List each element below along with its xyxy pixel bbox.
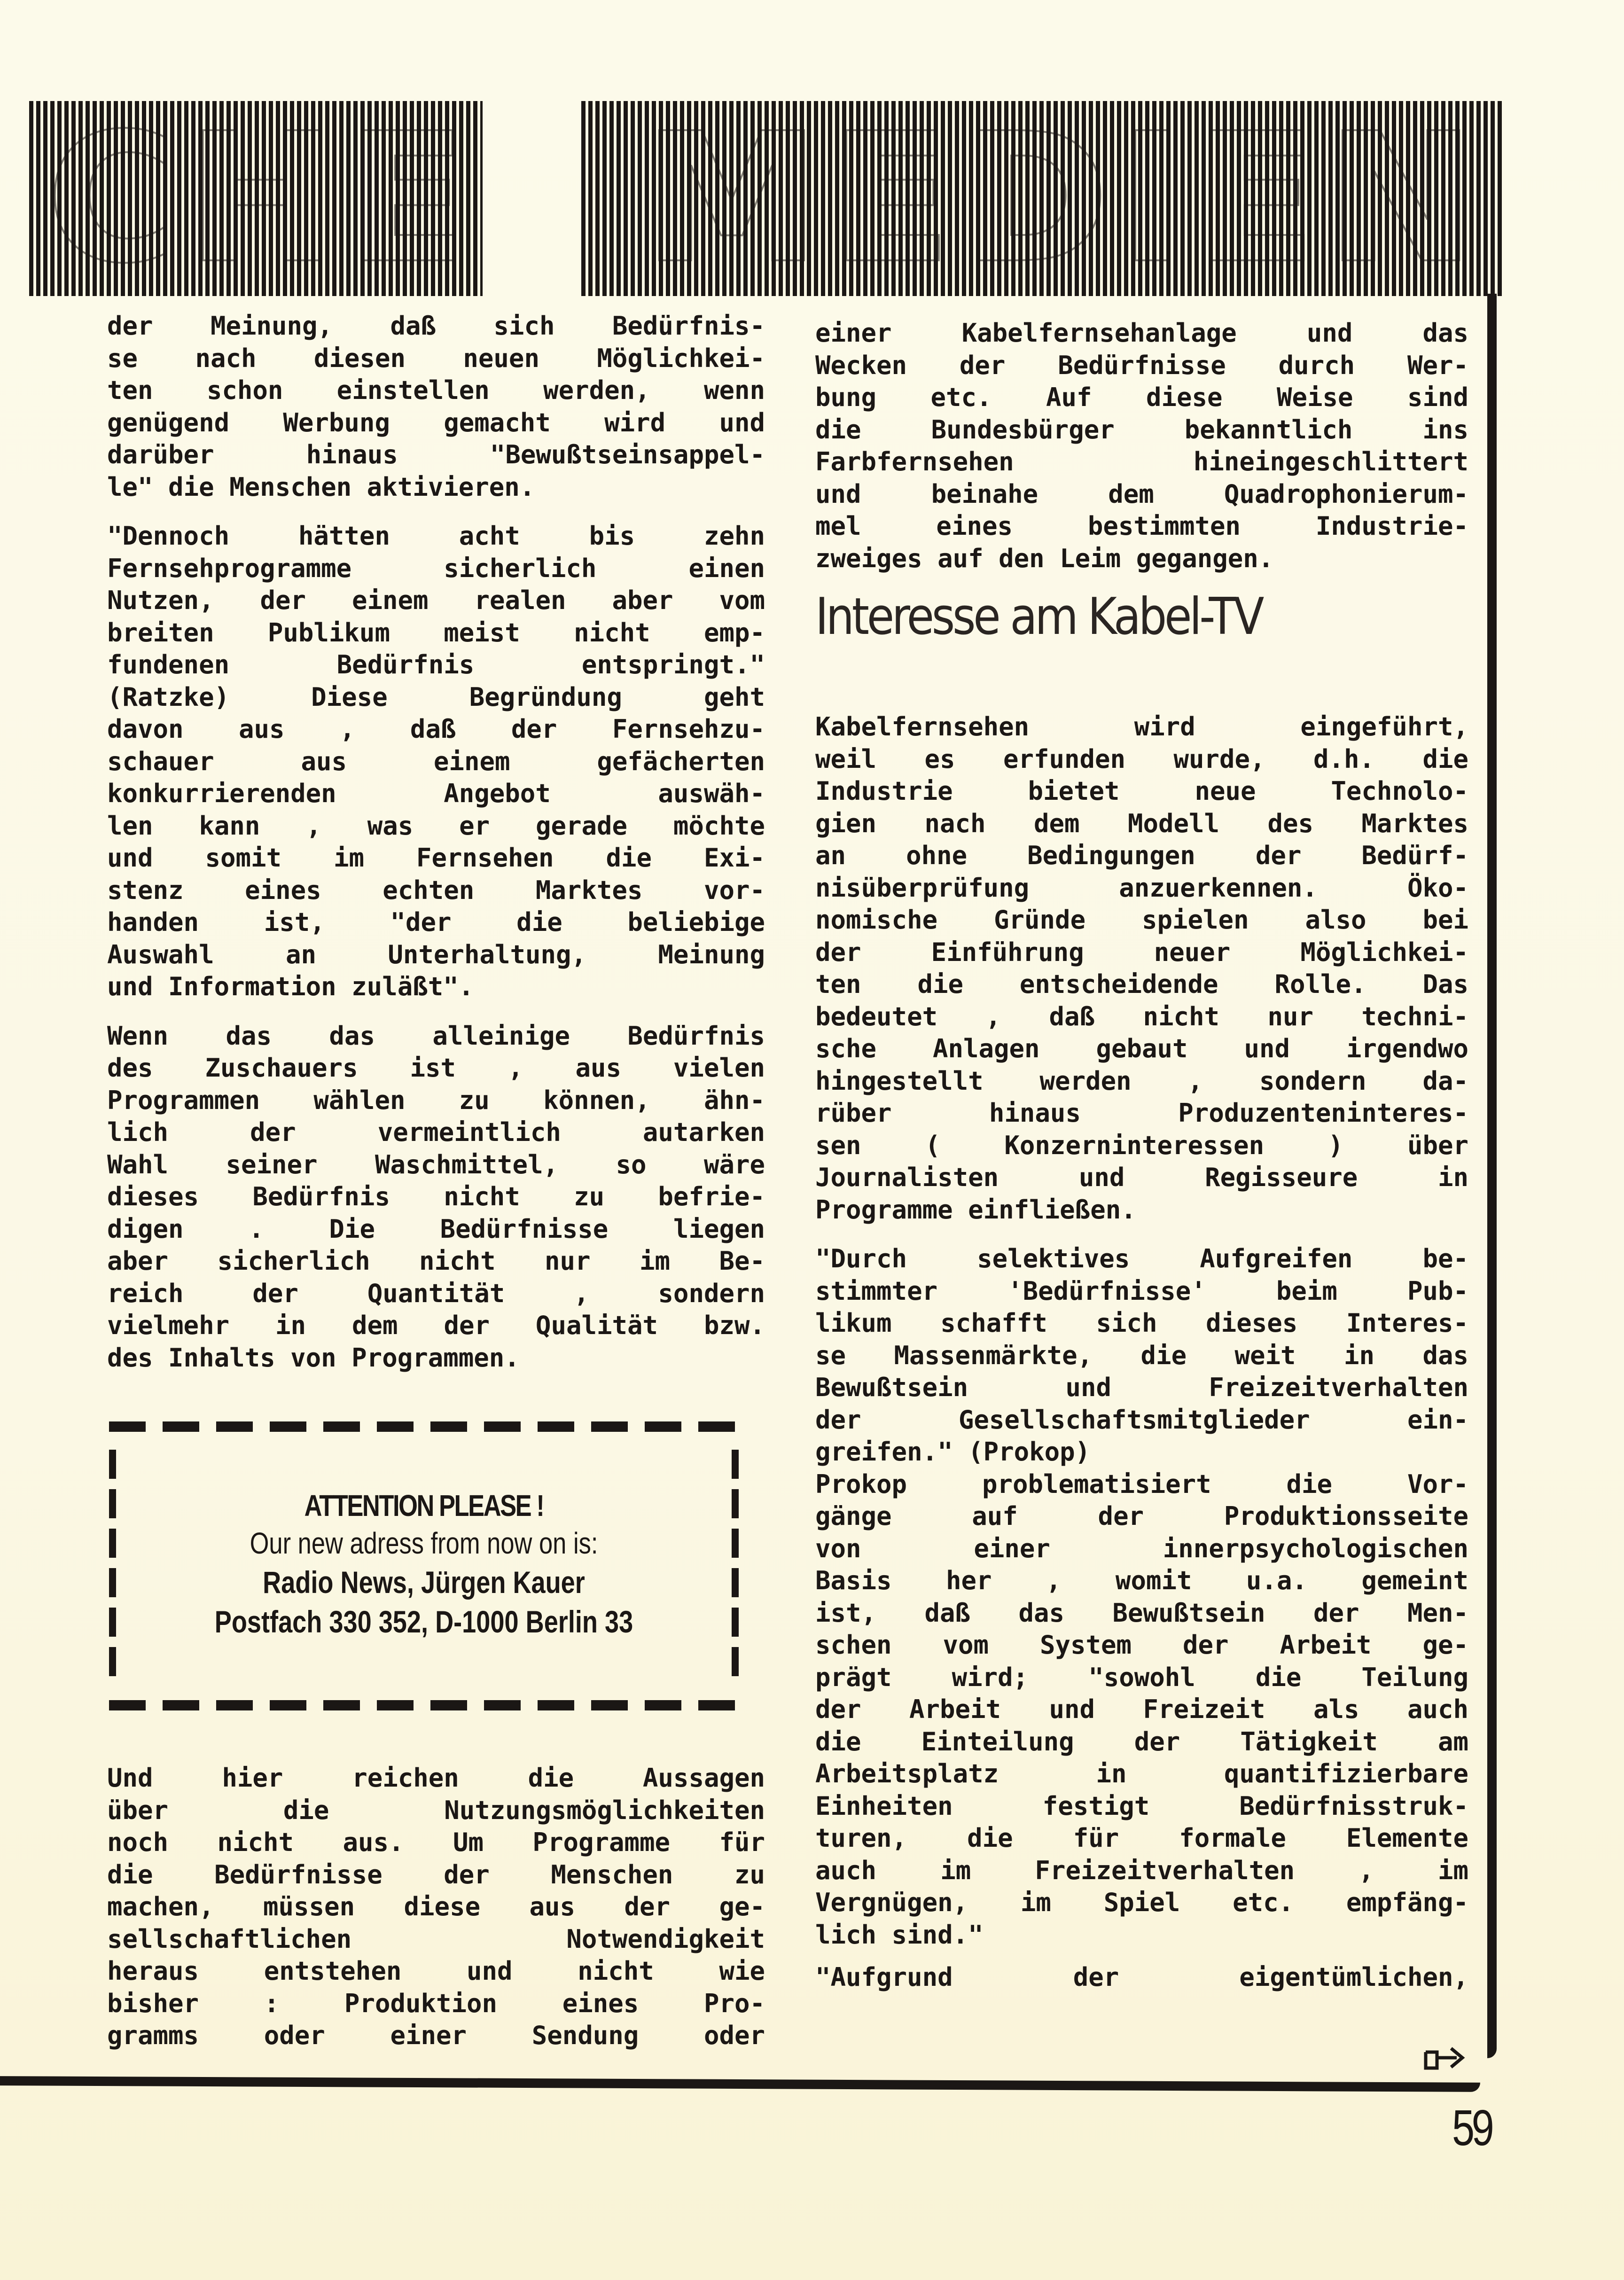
section-heading: Interesse am Kabel-TV (815, 587, 1262, 646)
text-line: vielmehr in dem der Qualität bzw. (107, 1311, 765, 1340)
paragraph (107, 1020, 765, 1374)
paragraph (815, 1243, 1468, 1468)
text-line: davon aus , daß der Fernsehzu- (107, 714, 765, 744)
text-line: zweiges auf den Leim gegangen. (815, 543, 1274, 573)
text-line: der Meinung, daß sich Bedürfnis- (107, 311, 765, 341)
notice-intro: Our new adress from now on is: (250, 1526, 598, 1560)
masthead-title (29, 94, 1502, 303)
text-line: von einer innerpsychologischen (815, 1533, 1468, 1563)
text-line: über die Nutzungsmöglichkeiten (107, 1795, 765, 1825)
dashed-border-left (109, 1450, 116, 1682)
paragraph (107, 1762, 765, 2052)
text-line: Einheiten festigt Bedürfnisstruk- (815, 1791, 1468, 1821)
text-line: die Bedürfnisse der Menschen zu (107, 1859, 765, 1890)
text-line: Wenn das das alleinige Bedürfnis (107, 1021, 765, 1051)
text-line: der Einführung neuer Möglichkei- (815, 937, 1468, 967)
text-line: sen ( Konzerninteressen ) über (815, 1130, 1468, 1160)
text-line: gramms oder einer Sendung oder (107, 2021, 765, 2050)
dashed-border-bottom (109, 1700, 739, 1710)
text-line: stimmter 'Bedürfnisse' beim Pub- (815, 1276, 1468, 1306)
text-line: "Dennoch hätten acht bis zehn (107, 521, 765, 551)
text-line: fundenen Bedürfnis entspringt." (107, 650, 765, 679)
text-line: se nach diesen neuen Möglichkei- (107, 343, 765, 373)
notice-title: ATTENTION PLEASE ! (304, 1489, 544, 1523)
text-line: mel eines bestimmten Industrie- (815, 511, 1468, 541)
text-line: Programmen wählen zu können, ähn- (107, 1085, 765, 1115)
text-line: machen, müssen diese aus der ge- (107, 1892, 765, 1921)
text-line: likum schafft sich dieses Interes- (815, 1308, 1468, 1338)
text-line: Nutzen, der einem realen aber vom (107, 586, 765, 615)
text-line: sche Anlagen gebaut und irgendwo (815, 1034, 1468, 1063)
text-line: turen, die für formale Elemente (815, 1823, 1468, 1853)
text-line: nisüberprüfung anzuerkennen. Öko- (815, 873, 1468, 903)
text-line: "Durch selektives Aufgreifen be- (815, 1244, 1468, 1273)
text-line: handen ist, "der die beliebige (107, 907, 765, 937)
address-notice-box (109, 1421, 739, 1710)
paragraph (815, 1961, 1468, 1994)
text-line: (Ratzke) Diese Begründung geht (107, 682, 765, 712)
text-line: sellschaftlichen Notwendigkeit (107, 1924, 765, 1954)
text-line: heraus entstehen und nicht wie (107, 1956, 765, 1986)
text-line: Vergnügen, im Spiel etc. empfäng- (815, 1888, 1468, 1917)
text-line: Arbeitsplatz in quantifizierbare (815, 1759, 1468, 1788)
text-line: gänge auf der Produktionsseite (815, 1501, 1468, 1531)
text-line: Prokop problematisiert die Vor- (815, 1469, 1468, 1499)
text-line: und beinahe dem Quadrophonierum- (815, 479, 1468, 509)
dashed-border-right (732, 1450, 739, 1682)
text-line: hingestellt werden , sondern da- (815, 1066, 1468, 1096)
text-line: schen vom System der Arbeit ge- (815, 1630, 1468, 1660)
masthead-left-word: CHE (46, 94, 477, 303)
text-line: reich der Quantität , sondern (107, 1278, 765, 1308)
text-line: "Aufgrund der eigentümlichen, (815, 1962, 1468, 1992)
text-line: Kabelfernsehen wird eingeführt, (815, 712, 1468, 742)
text-line: greifen." (Prokop) (815, 1437, 1091, 1467)
text-line: Basis her , womit u.a. gemeint (815, 1566, 1468, 1595)
masthead-banner (29, 94, 1502, 303)
text-line: lich sind." (815, 1920, 984, 1950)
continue-arrow-icon (1424, 2042, 1466, 2070)
text-line: bisher : Produktion eines Pro- (107, 1988, 765, 2018)
text-line: bedeutet , daß nicht nur techni- (815, 1001, 1468, 1031)
frame-right-rule (1487, 294, 1497, 2058)
paragraph (815, 1468, 1468, 1952)
text-line: bung etc. Auf diese Weise sind (815, 383, 1468, 412)
text-line: digen . Die Bedürfnisse liegen (107, 1214, 765, 1244)
text-line: aber sicherlich nicht nur im Be- (107, 1246, 765, 1276)
text-line: stenz eines echten Marktes vor- (107, 875, 765, 905)
text-line: die Bundesbürger bekanntlich ins (815, 414, 1468, 445)
page-number: 59 (1452, 2099, 1491, 2156)
text-line: Auswahl an Unterhaltung, Meinung (107, 939, 765, 969)
text-line: nomische Gründe spielen also bei (815, 905, 1468, 935)
text-line: prägt wird; "sowohl die Teilung (815, 1662, 1468, 1692)
text-line: schauer aus einem gefächerten (107, 746, 765, 776)
text-line: Journalisten und Regisseure in (815, 1163, 1468, 1192)
text-line: gien nach dem Modell des Marktes (815, 808, 1468, 838)
text-line: Und hier reichen die Aussagen (107, 1763, 765, 1793)
text-line: die Einteilung der Tätigkeit am (815, 1726, 1468, 1757)
text-line: der Gesellschaftsmitglieder ein- (815, 1405, 1468, 1435)
paragraph (815, 711, 1468, 1226)
text-line: noch nicht aus. Um Programme für (107, 1827, 765, 1857)
paragraph (107, 520, 765, 1003)
text-line: weil es erfunden wurde, d.h. die (815, 744, 1468, 774)
text-line: konkurrierenden Angebot auswäh- (107, 779, 765, 808)
left-column-continued (107, 1762, 765, 2052)
notice-content (177, 1487, 671, 1641)
text-line: Bewußtsein und Freizeitverhalten (815, 1373, 1468, 1402)
left-column (107, 310, 765, 1391)
text-line: an ohne Bedingungen der Bedürf- (815, 841, 1468, 870)
text-line: einer Kabelfernsehanlage und das (815, 318, 1468, 348)
text-line: Farbfernsehen hineingeschlittert (815, 447, 1468, 476)
text-line: Wahl seiner Waschmittel, so wäre (107, 1149, 765, 1179)
notice-name: Radio News, Jürgen Kauer (263, 1565, 585, 1600)
text-line: der Arbeit und Freizeit als auch (815, 1694, 1468, 1724)
text-line: breiten Publikum meist nicht emp- (107, 617, 765, 648)
text-line: und Information zuläßt". (107, 972, 474, 1001)
paragraph (815, 317, 1468, 575)
dashed-border-top (109, 1421, 739, 1432)
text-line: ten schon einstellen werden, wenn (107, 375, 765, 405)
text-line: le" die Menschen aktivieren. (107, 472, 535, 502)
masthead-right-word: MEDIEN (642, 94, 1485, 303)
right-column (815, 317, 1468, 1994)
text-line: len kann , was er gerade möchte (107, 811, 765, 841)
text-line: dieses Bedürfnis nicht zu befrie- (107, 1182, 765, 1211)
text-line: ten die entscheidende Rolle. Das (815, 969, 1468, 999)
text-line: und somit im Fernsehen die Exi- (107, 843, 765, 873)
text-line: Programme einfließen. (815, 1195, 1136, 1225)
paragraph (107, 310, 765, 503)
notice-address: Postfach 330 352, D-1000 Berlin 33 (214, 1604, 633, 1639)
text-line: lich der vermeintlich autarken (107, 1117, 765, 1147)
text-line: Wecken der Bedürfnisse durch Wer- (815, 350, 1468, 380)
text-line: des Inhalts von Programmen. (107, 1343, 520, 1373)
text-line: Industrie bietet neue Technolo- (815, 776, 1468, 806)
text-line: ist, daß das Bewußtsein der Men- (815, 1598, 1468, 1628)
text-line: se Massenmärkte, die weit in das (815, 1340, 1468, 1370)
text-line: darüber hinaus "Bewußtseinsappel- (107, 440, 765, 469)
text-line: des Zuschauers ist , aus vielen (107, 1053, 765, 1083)
text-line: auch im Freizeitverhalten , im (815, 1855, 1468, 1885)
text-line: Fernsehprogramme sicherlich einen (107, 553, 765, 583)
text-line: rüber hinaus Produzenteninteres- (815, 1098, 1468, 1128)
text-line: genügend Werbung gemacht wird und (107, 407, 765, 437)
